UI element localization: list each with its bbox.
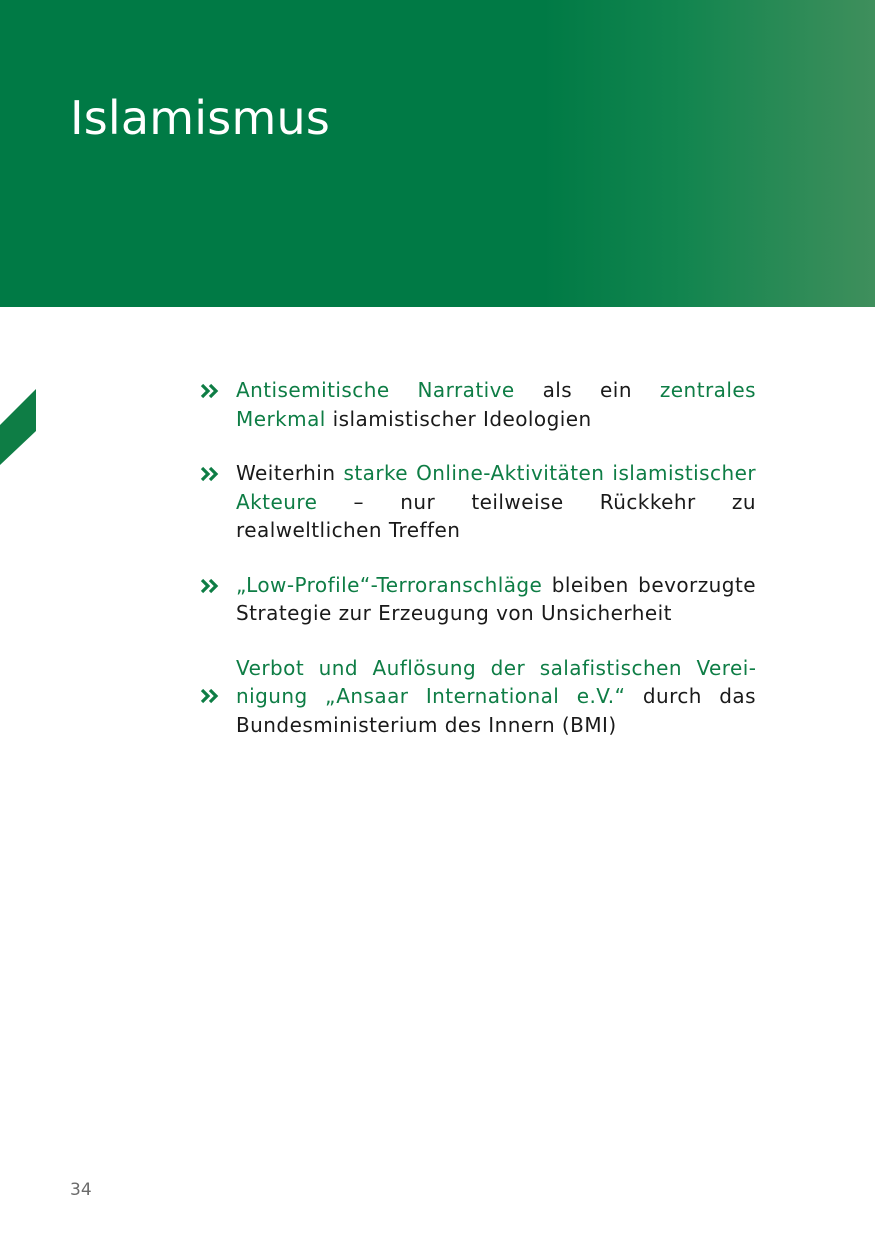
list-item [200, 571, 756, 628]
plain-phrase: Weiterhin [236, 461, 344, 485]
green-parallelogram-decoration [0, 389, 36, 465]
highlighted-phrase: Verbot und Auflösung der salafistischen Vereinigung „Ansaar International e.V.“ [236, 655, 756, 708]
double-chevron-right-icon [200, 686, 236, 706]
list-item [200, 654, 756, 740]
bullet-text [236, 571, 756, 628]
highlighted-phrase: starke Online-Aktivitäten islamistischer Akteure [236, 461, 756, 514]
double-chevron-right-icon [200, 381, 236, 401]
page-number: 34 [70, 1180, 92, 1200]
plain-phrase: – nur teilweise Rückkehr zu realweltlichen Treffen [236, 489, 756, 542]
double-chevron-right-icon [200, 576, 236, 596]
plain-phrase: bleiben bevorzugte Strategie zur Erzeugung von Unsicherheit [236, 572, 756, 625]
plain-phrase: islamistischer Ideologien [325, 406, 592, 431]
highlighted-phrase: Antisemitische Narrative [236, 378, 515, 402]
highlighted-phrase: zentrales Merkmal [236, 378, 756, 431]
bullet-text [236, 376, 756, 433]
plain-phrase: durch das Bundesministerium des Innern (BMI) [236, 684, 756, 737]
plain-phrase: als ein [514, 378, 660, 402]
list-item [200, 459, 756, 545]
double-chevron-right-icon [200, 464, 236, 484]
highlighted-phrase: „Low-Profile“-Terroranschläge [236, 572, 543, 597]
header-banner [0, 0, 875, 307]
list-item [200, 376, 756, 433]
bullet-text [236, 459, 756, 545]
key-points-list [200, 376, 756, 765]
page-title: Islamismus [70, 91, 330, 145]
bullet-text [236, 654, 756, 740]
